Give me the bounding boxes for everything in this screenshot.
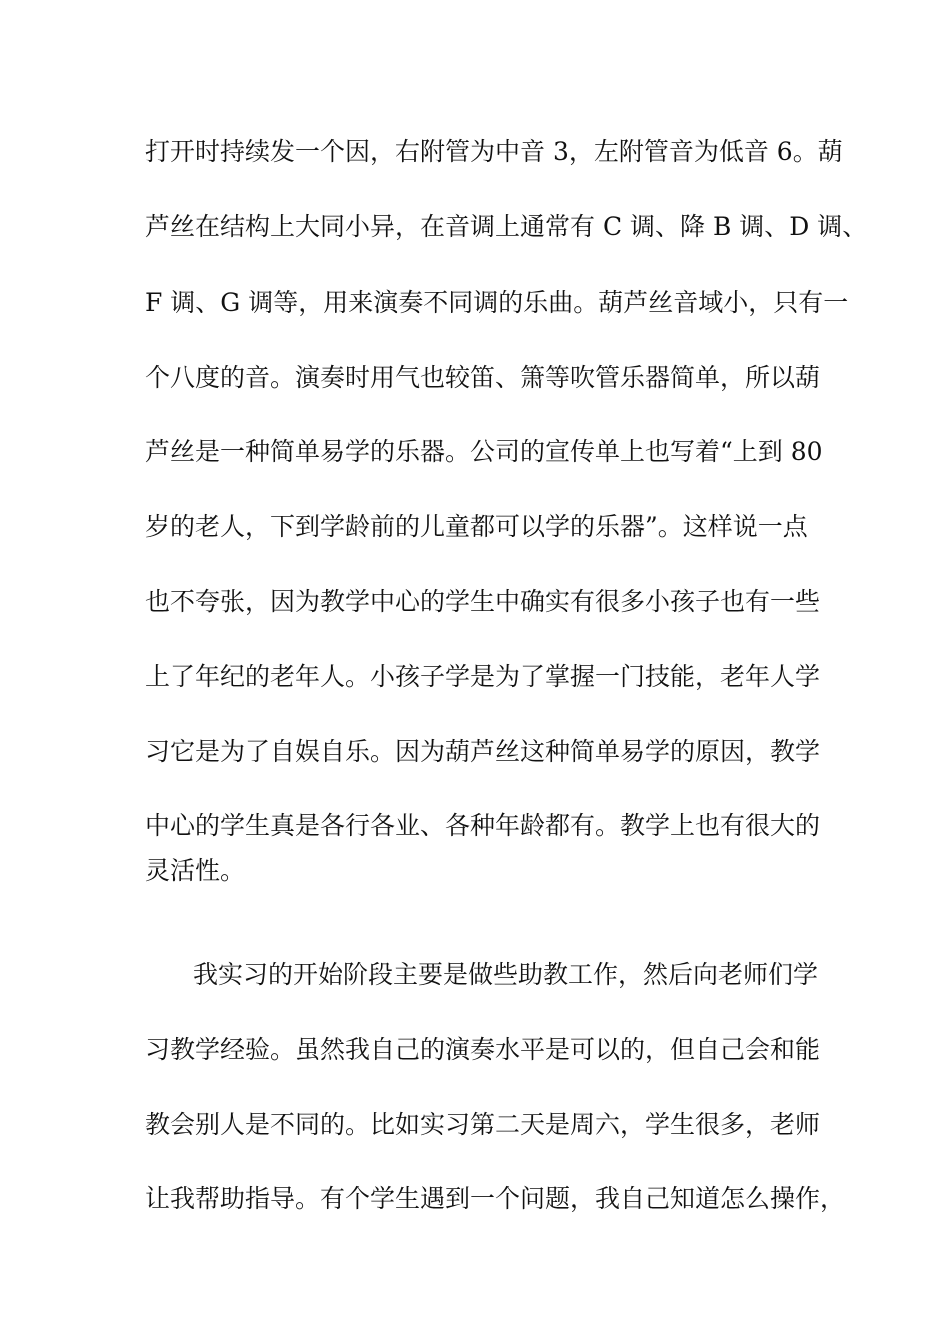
paragraph-line: 中心的学生真是各行各业、各种年龄都有。教学上也有很大的 (145, 811, 821, 840)
paragraph-line: 芦丝是一种简单易学的乐器。公司的宣传单上也写着“上到 80 (145, 437, 823, 466)
paragraph-line: 灵活性。 (145, 856, 246, 885)
paragraph-line: 习它是为了自娱自乐。因为葫芦丝这种简单易学的原因，教学 (145, 737, 821, 766)
paragraph-line: 芦丝在结构上大同小异，在音调上通常有 C 调、降 B 调、D 调、 (145, 212, 868, 241)
paragraph-line: 上了年纪的老年人。小孩子学是为了掌握一门技能，老年人学 (145, 662, 821, 691)
paragraph-line: 也不夸张，因为教学中心的学生中确实有很多小孩子也有一些 (145, 587, 821, 616)
paragraph-line: 让我帮助指导。有个学生遇到一个问题，我自己知道怎么操作， (145, 1184, 846, 1213)
paragraph-line: 岁的老人，下到学龄前的儿童都可以学的乐器”。这样说一点 (145, 512, 808, 541)
paragraph-line: 个八度的音。演奏时用气也较笛、箫等吹管乐器简单，所以葫 (145, 363, 821, 392)
paragraph-line: 习教学经验。虽然我自己的演奏水平是可以的，但自己会和能 (145, 1035, 821, 1064)
paragraph-line: F 调、G 调等，用来演奏不同调的乐曲。葫芦丝音域小，只有一 (145, 288, 849, 317)
paragraph-line: 打开时持续发一个因，右附管为中音 3，左附管音为低音 6。葫 (145, 137, 843, 166)
paragraph-line: 教会别人是不同的。比如实习第二天是周六，学生很多，老师 (145, 1110, 821, 1139)
paragraph-first-line: 我实习的开始阶段主要是做些助教工作，然后向老师们学 (193, 960, 819, 989)
